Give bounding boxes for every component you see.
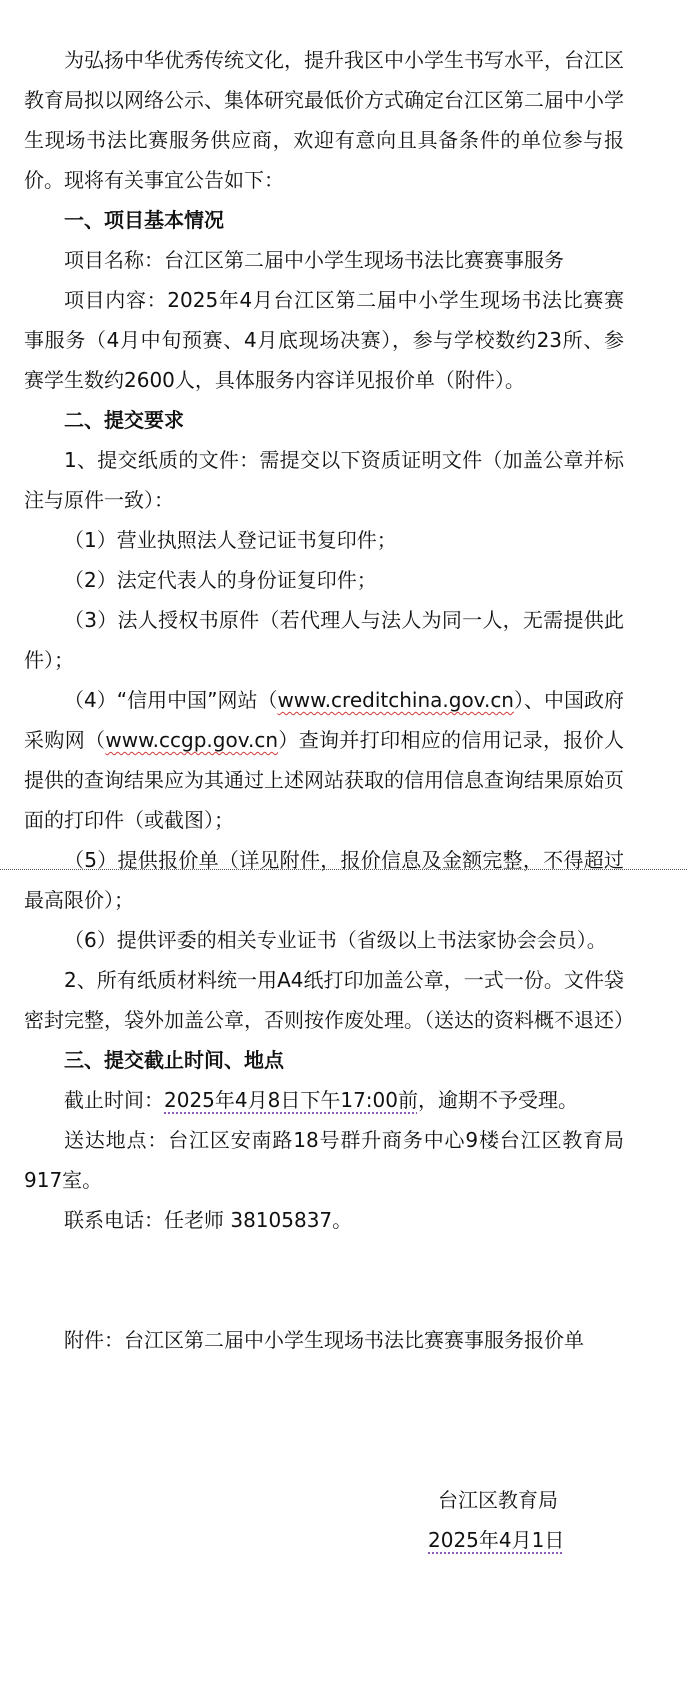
address-paragraph: 送达地点：台江区安南路18号群升商务中心9楼台江区教育局917室。	[24, 1128, 624, 1192]
requirement-1-paragraph: 1、提交纸质的文件：需提交以下资质证明文件（加盖公章并标注与原件一致）：	[24, 448, 624, 512]
signature-organization: 台江区教育局	[438, 1488, 558, 1512]
notice-document	[24, 40, 634, 1560]
creditchina-link[interactable]: www.creditchina.gov.cn	[277, 688, 514, 712]
signature-date	[24, 1520, 624, 1560]
deadline-paragraph	[24, 1080, 624, 1120]
signature-date-text: 2025年4月1日	[428, 1528, 565, 1552]
phone-paragraph: 联系电话：任老师 38105837。	[64, 1208, 353, 1232]
item-4-text-c: ）查询并打印相应的信用记录，报价人提供的查询结果应为其通过上述网站获取的信用信息查询结果原始页面的打印件（或截图）；	[24, 728, 625, 832]
requirement-item-3: （3）法人授权书原件（若代理人与法人为同一人，无需提供此件）；	[24, 608, 624, 672]
section-1-heading: 一、项目基本情况	[64, 208, 224, 232]
section-3-heading: 三、提交截止时间、地点	[64, 1048, 284, 1072]
project-name-paragraph: 项目名称：台江区第二届中小学生现场书法比赛赛事服务	[64, 248, 564, 272]
spacer	[24, 1440, 624, 1480]
intro-paragraph: 为弘扬中华优秀传统文化，提升我区中小学生书写水平，台江区教育局拟以网络公示、集体研究最低价方式确定台江区第二届中小学生现场书法比赛服务供应商，欢迎有意向且具备条件的单位参与报价。现将有关事宜公告如下：	[24, 48, 624, 192]
spacer	[24, 1400, 624, 1440]
spacer	[24, 1280, 624, 1320]
section-2-heading: 二、提交要求	[64, 408, 184, 432]
requirement-2-paragraph: 2、所有纸质材料统一用A4纸打印加盖公章，一式一份。文件袋密封完整，袋外加盖公章，否则按作废处理。（送达的资料概不退还）	[24, 968, 634, 1032]
deadline-label: 截止时间：	[64, 1088, 164, 1112]
requirement-item-6: （6）提供评委的相关专业证书（省级以上书法家协会会员）。	[64, 928, 607, 952]
item-4-text-b: ）、中国政府采购网（	[24, 688, 624, 752]
page-break-line	[0, 869, 687, 870]
item-4-text-a: （4）“信用中国”网站（	[64, 688, 278, 712]
project-content-paragraph: 项目内容：2025年4月台江区第二届中小学生现场书法比赛赛事服务（4月中旬预赛、4月底现场决赛），参与学校数约23所、参赛学生数约2600人，具体服务内容详见报价单（附件）。	[24, 288, 624, 392]
requirement-item-4	[24, 680, 624, 840]
spacer	[24, 1240, 624, 1280]
ccgp-link[interactable]: www.ccgp.gov.cn	[105, 728, 278, 752]
requirement-item-5: （5）提供报价单（详见附件，报价信息及金额完整，不得超过最高限价）；	[24, 848, 624, 912]
requirement-item-1: （1）营业执照法人登记证书复印件；	[64, 528, 397, 552]
deadline-tail: ，逾期不予受理。	[417, 1088, 578, 1112]
requirement-item-2: （2）法定代表人的身份证复印件；	[64, 568, 377, 592]
deadline-value: 2025年4月8日下午17:00前	[164, 1088, 418, 1112]
spacer	[24, 1360, 624, 1400]
attachment-paragraph: 附件：台江区第二届中小学生现场书法比赛赛事服务报价单	[64, 1328, 584, 1352]
